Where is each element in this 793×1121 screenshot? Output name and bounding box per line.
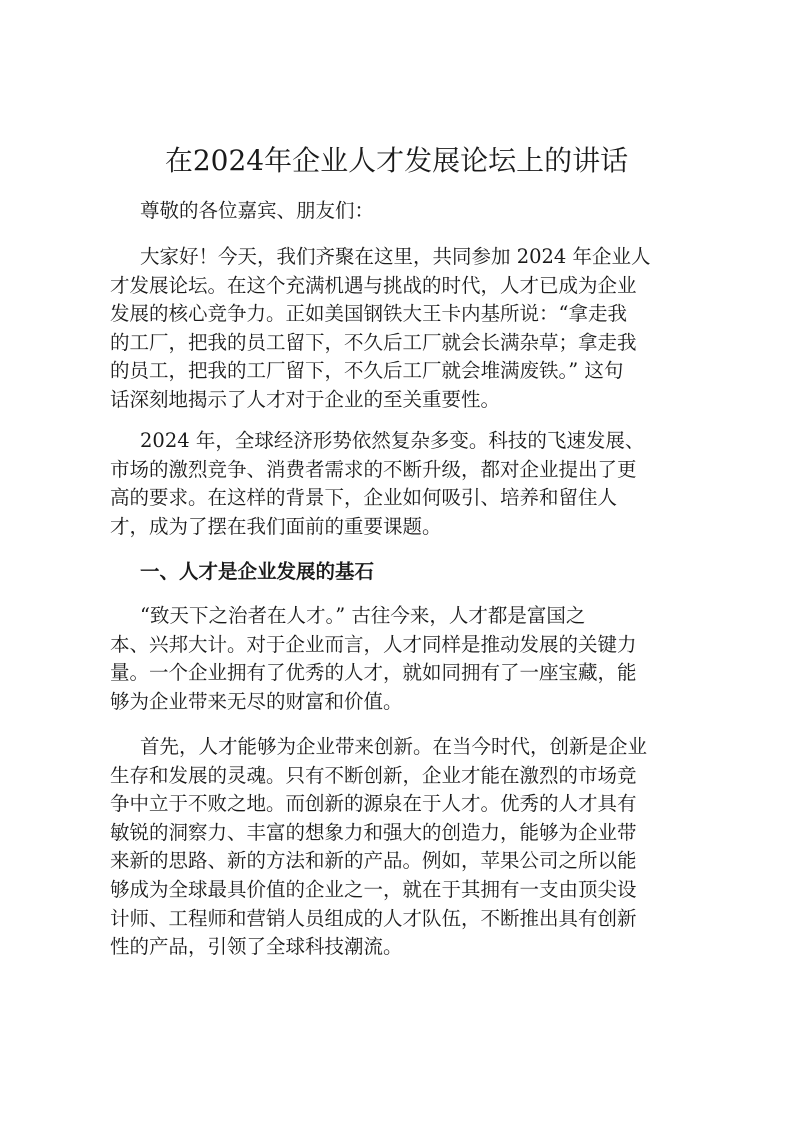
paragraph-line: 性的产品，引领了全球科技潮流。 bbox=[110, 935, 403, 959]
paragraph-line: 够为企业带来无尽的财富和价值。 bbox=[110, 689, 403, 713]
section-heading: 一、人才是企业发展的基石 bbox=[140, 560, 375, 583]
paragraph-context bbox=[110, 427, 695, 541]
paragraph-line: 发展的核心竞争力。正如美国钢铁大王卡内基所说：“拿走我 bbox=[110, 302, 627, 326]
paragraph-innovation bbox=[110, 733, 695, 962]
paragraph-line: 才发展论坛。在这个充满机遇与挑战的时代，人才已成为企业 bbox=[110, 273, 637, 297]
paragraph-line: 大家好！今天，我们齐聚在这里，共同参加 2024 年企业人 bbox=[140, 245, 651, 268]
paragraph-line: 才，成为了摆在我们面前的重要课题。 bbox=[110, 514, 442, 538]
salutation bbox=[110, 197, 695, 226]
paragraph-line: 生存和发展的灵魂。只有不断创新，企业才能在激烈的市场竞 bbox=[110, 763, 637, 787]
paragraph-line: 的工厂，把我的员工留下，不久后工厂就会长满杂草；拿走我 bbox=[110, 330, 637, 354]
paragraph-line: 高的要求。在这样的背景下，企业如何吸引、培养和留住人 bbox=[110, 486, 618, 510]
paragraph-line: 本、兴邦大计。对于企业而言，人才同样是推动发展的关键力 bbox=[110, 632, 637, 656]
paragraph-line: 争中立于不败之地。而创新的源泉在于人才。优秀的人才具有 bbox=[110, 792, 637, 816]
paragraph-line: 够成为全球最具价值的企业之一，就在于其拥有一支由顶尖设 bbox=[110, 877, 637, 901]
paragraph-talent-foundation bbox=[110, 602, 695, 716]
paragraph-line: 话深刻地揭示了人才对于企业的至关重要性。 bbox=[110, 387, 501, 411]
paragraph-line: 首先，人才能够为企业带来创新。在当今时代，创新是企业 bbox=[140, 735, 648, 758]
paragraph-line: 的员工，把我的工厂留下，不久后工厂就会堆满废铁。” 这句 bbox=[110, 359, 624, 383]
paragraph-line: “致天下之治者在人才。” 古往今来，人才都是富国之 bbox=[140, 604, 586, 627]
salutation-line: 尊敬的各位嘉宾、朋友们： bbox=[140, 199, 375, 222]
paragraph-line: 计师、工程师和营销人员组成的人才队伍，不断推出具有创新 bbox=[110, 906, 637, 930]
paragraph-line: 来新的思路、新的方法和新的产品。例如，苹果公司之所以能 bbox=[110, 849, 637, 873]
paragraph-line: 敏锐的洞察力、丰富的想象力和强大的创造力，能够为企业带 bbox=[110, 820, 637, 844]
paragraph-line: 市场的激烈竞争、消费者需求的不断升级，都对企业提出了更 bbox=[110, 457, 637, 481]
paragraph-line: 量。一个企业拥有了优秀的人才，就如同拥有了一座宝藏，能 bbox=[110, 661, 637, 685]
paragraph-line: 2024 年，全球经济形势依然复杂多变。科技的飞速发展、 bbox=[140, 429, 645, 452]
paragraph-intro bbox=[110, 243, 695, 415]
document-title: 在2024年企业人才发展论坛上的讲话 bbox=[164, 144, 629, 177]
